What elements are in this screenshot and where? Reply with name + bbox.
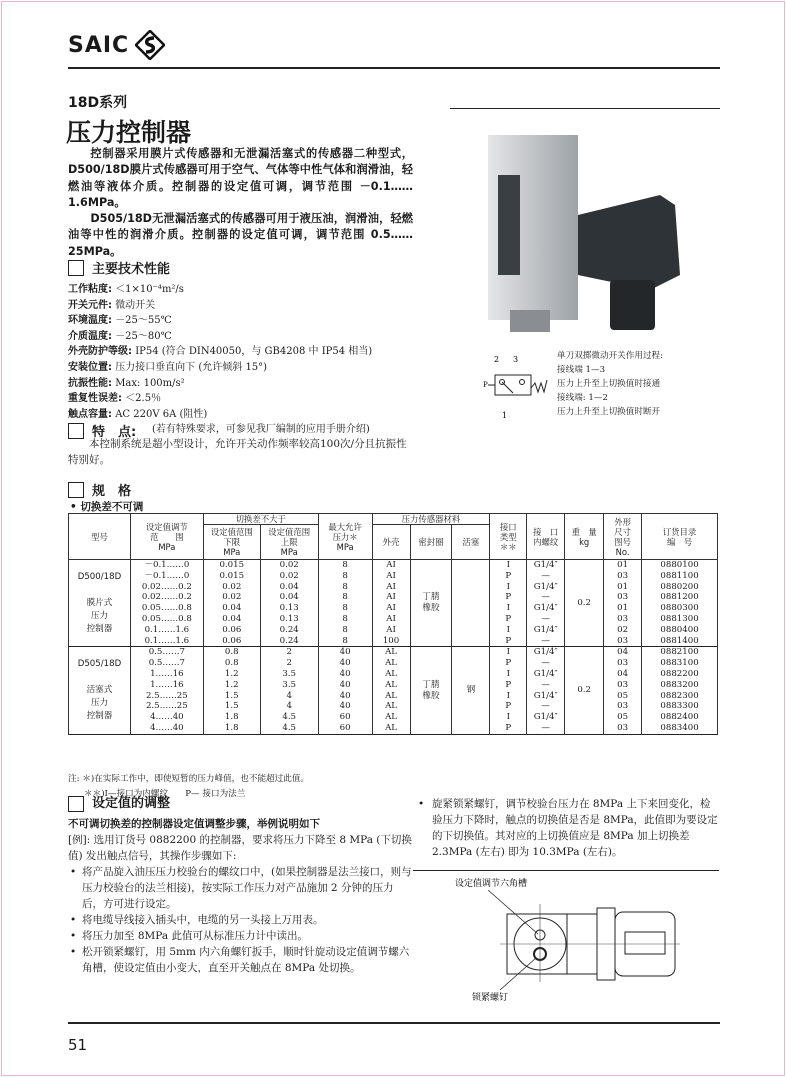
table-cell: 02 [604, 625, 642, 636]
note-line: ＊＊)I—接口为内螺纹 P— 接口为法兰 [84, 789, 246, 799]
footer-rule [68, 1022, 720, 1024]
table-cell: G1/4″ [527, 712, 565, 723]
table-cell: AL [372, 658, 410, 669]
feature-text [68, 437, 413, 468]
table-cell: 03 [604, 571, 642, 582]
table-cell: D500/18D 膜片式 压力 控制器 [69, 560, 131, 647]
table-cell: 0.24 [260, 636, 318, 647]
col-model: 型号 [69, 514, 131, 560]
switch-line: 压力上升至上切换值时断开 [557, 407, 661, 417]
saic-emblem-icon [135, 30, 165, 60]
table-cell: G1/4″ [527, 625, 565, 636]
table-row [69, 691, 718, 702]
table-cell: AI [372, 614, 410, 625]
table-cell: 0881400 [642, 636, 718, 647]
table-cell: 03 [604, 658, 642, 669]
switch-description [557, 349, 663, 419]
table-cell: I [490, 625, 527, 636]
table-cell: 4.5 [260, 723, 318, 734]
table-cell: 0.015 [203, 571, 260, 582]
spec-key: 抗振性能: [68, 377, 112, 389]
table-subtitle: • 切换差不可调 [70, 501, 144, 513]
right-rule [450, 108, 720, 109]
spec-key: 触点容量: [68, 408, 112, 420]
table-cell: 0.1……1.6 [130, 625, 203, 636]
table-cell: 丁腈 橡胶 [410, 647, 452, 734]
table-cell: 0.02 [203, 592, 260, 603]
intro-paragraph: 控制器采用膜片式传感器和无泄漏活塞式的传感器二种型式，D500/18D膜片式传感器可用于空气、气体等中性气体和润滑油，轻燃油等液体介质。控制器的设定值可调，调节范围 －0.1……1.6MPa。 [68, 147, 413, 209]
intro-paragraph: D505/18D无泄漏活塞式的传感器可用于液压油，润滑油，轻燃油等中性的润滑介质。控制器的设定值可调，调节范围 0.5……25MPa。 [68, 212, 413, 258]
table-cell: AL [372, 680, 410, 691]
table-cell: 0.04 [203, 603, 260, 614]
table-cell: 8 [318, 614, 372, 625]
right-divider [413, 870, 719, 871]
product-photo [470, 125, 710, 335]
table-cell: 1.2 [203, 669, 260, 680]
spec-item [68, 329, 372, 345]
spec-value: ＜2.5％ [125, 393, 162, 405]
col-diff: 切换差不大于 [203, 514, 318, 525]
spec-key: 工作粘度: [68, 284, 112, 295]
table-cell: AI [372, 582, 410, 593]
spec-value: AC 220V 6A (阻性) [115, 408, 208, 420]
table-cell: 2 [260, 647, 318, 658]
table-cell: 40 [318, 669, 372, 680]
section-title: 规 格 [92, 484, 132, 499]
brand-text: SAIC [68, 32, 130, 58]
adjustment-diagram [440, 872, 680, 1002]
adjust-step: • 松开锁紧螺钉，用 5mm 内六角螺钉扳手，顺时针旋动设定值调节螺六角槽，使设定值由小变大，直至开关触点在 8MPa 处切换。 [68, 944, 413, 976]
col-thread: 接 口 内螺纹 [527, 514, 565, 560]
section-title: 主要技术性能 [92, 262, 171, 277]
spec-list [68, 282, 372, 438]
adjust-steps [68, 864, 413, 976]
switch-line: 接线端: 1—2 [557, 393, 608, 403]
table-cell: 8 [318, 582, 372, 593]
table-cell: －0.1……0 [130, 560, 203, 571]
table-cell: AL [372, 701, 410, 712]
table-cell: 0.02……0.2 [130, 592, 203, 603]
table-cell: 1.5 [203, 701, 260, 712]
col-figure: 外形 尺寸 图号 No. [604, 514, 642, 560]
table-cell: 钢 [452, 647, 490, 734]
table-cell: 0880400 [642, 625, 718, 636]
table-cell: P [490, 571, 527, 582]
spec-item [68, 407, 372, 423]
table-row [69, 582, 718, 593]
adjust-step: • 将压力加至 8MPa 此值可从标准压力计中读出。 [68, 928, 413, 944]
table-cell: 0883200 [642, 680, 718, 691]
switch-diagram [480, 350, 555, 425]
table-cell: 03 [604, 701, 642, 712]
table-cell: I [490, 582, 527, 593]
table-cell: P [490, 614, 527, 625]
table-cell: P [490, 723, 527, 734]
table-cell: 0.24 [260, 625, 318, 636]
checkbox-square-icon [68, 796, 84, 812]
spec-value: 压力接口垂直向下 (允许倾斜 15°) [115, 361, 268, 373]
table-row [69, 669, 718, 680]
table-row [69, 625, 718, 636]
table-cell: — [527, 658, 565, 669]
col-high: 设定值范围 上限 MPa [260, 525, 318, 560]
col-seal: 密封圈 [410, 525, 452, 560]
table-cell: 0.015 [203, 560, 260, 571]
adjust-example: [例]: 选用订货号 0882200 的控制器，要求将压力下降至 8 MPa (下切换值) 发出触点信号，其操作步骤如下: [68, 834, 412, 862]
spec-item [68, 391, 372, 407]
table-cell: 8 [318, 560, 372, 571]
table-cell: 0880100 [642, 560, 718, 571]
spec-value: Max: 100m/s² [115, 377, 185, 389]
table-cell: 40 [318, 647, 372, 658]
checkbox-square-icon [68, 260, 84, 276]
table-cell: 0882200 [642, 669, 718, 680]
table-row [69, 680, 718, 691]
table-cell: AL [372, 691, 410, 702]
adjust-step: • 将电缆导线接入插头中，电缆的另一头接上万用表。 [68, 912, 413, 928]
table-cell: 0.05……0.8 [130, 614, 203, 625]
table-row [69, 712, 718, 723]
table-row [69, 647, 718, 658]
table-cell: I [490, 691, 527, 702]
table-cell: 04 [604, 647, 642, 658]
table-cell: P [490, 592, 527, 603]
table-cell: 3.5 [260, 669, 318, 680]
switch-line: 单刀双掷微动开关作用过程: [557, 351, 664, 361]
col-material: 压力传感器材料 [372, 514, 490, 525]
table-cell: 0.05……0.8 [130, 603, 203, 614]
table-row [69, 636, 718, 647]
table-cell: 2.5……25 [130, 691, 203, 702]
spec-item [68, 376, 372, 392]
table-cell: 40 [318, 701, 372, 712]
table-cell: G1/4″ [527, 560, 565, 571]
table-cell: 1.5 [203, 691, 260, 702]
table-cell: I [490, 669, 527, 680]
table-cell: 1……16 [130, 669, 203, 680]
table-cell: 4 [260, 691, 318, 702]
table-cell: 0.02 [260, 560, 318, 571]
table-cell: AI [372, 560, 410, 571]
spec-value: －25～80℃ [115, 330, 172, 342]
section-title: 特 点: [92, 425, 137, 440]
table-cell: — [527, 680, 565, 691]
table-row [69, 560, 718, 571]
table-cell: P [490, 636, 527, 647]
table-cell: 4.5 [260, 712, 318, 723]
lock-screw-label: 锁紧螺钉 [472, 993, 509, 1002]
table-cell: AI [372, 592, 410, 603]
table-cell: 0883300 [642, 701, 718, 712]
table-cell: 03 [604, 723, 642, 734]
spec-value: －25～55℃ [115, 315, 172, 327]
page-number: 51 [68, 1036, 88, 1054]
col-port-type: 接口 类型 ＊＊ [490, 514, 527, 560]
table-cell: －0.1……0 [130, 571, 203, 582]
col-order: 订货目录 编 号 [642, 514, 718, 560]
table-cell: P [490, 658, 527, 669]
table-cell: G1/4″ [527, 669, 565, 680]
section-adjust-heading [68, 796, 413, 812]
spec-key: 安装位置: [68, 361, 112, 373]
col-range: 设定值调节 范 围 MPa [130, 514, 203, 560]
section-table-heading [68, 480, 131, 499]
table-row [69, 603, 718, 614]
spec-item [68, 282, 372, 298]
table-cell: 0883100 [642, 658, 718, 669]
switch-line: 接线端 1—3 [557, 365, 606, 375]
table-cell: G1/4″ [527, 582, 565, 593]
table-cell: AI [372, 571, 410, 582]
col-shell: 外壳 [372, 525, 410, 560]
table-cell: 4……40 [130, 712, 203, 723]
table-cell: 1……16 [130, 680, 203, 691]
table-cell: 0882100 [642, 647, 718, 658]
table-cell: 0881100 [642, 571, 718, 582]
spec-item [68, 360, 372, 376]
checkbox-square-icon [68, 482, 84, 498]
table-cell: 8 [318, 636, 372, 647]
spec-value: ＜1×10⁻⁴m²/s [115, 284, 184, 295]
terminal-label: 1 [502, 411, 508, 420]
series-label: 18D系列 [68, 95, 128, 111]
table-cell: 01 [604, 560, 642, 571]
col-piston: 活塞 [452, 525, 490, 560]
table-cell: 丁腈 橡胶 [410, 560, 452, 647]
table-cell: I [490, 560, 527, 571]
table-cell: 0.5……7 [130, 658, 203, 669]
table-cell: 03 [604, 592, 642, 603]
table-cell: 40 [318, 680, 372, 691]
table-cell: 0.06 [203, 625, 260, 636]
spec-item [68, 344, 372, 360]
table-cell: 0881200 [642, 592, 718, 603]
table-cell: 0.04 [260, 582, 318, 593]
table-cell: 2 [260, 658, 318, 669]
table-cell: 04 [604, 669, 642, 680]
spec-value: 微动开关 [115, 299, 156, 311]
col-weight: 重 量 kg [565, 514, 604, 560]
spec-key: 环境温度: [68, 315, 112, 327]
table-cell: AI [372, 625, 410, 636]
spec-key: 介质温度: [68, 330, 112, 342]
table-cell: 0.04 [203, 614, 260, 625]
table-cell: 4……40 [130, 723, 203, 734]
table-cell: 1.2 [203, 680, 260, 691]
table-cell: 40 [318, 658, 372, 669]
table-cell: AL [372, 647, 410, 658]
table-cell: 8 [318, 592, 372, 603]
table-row [69, 592, 718, 603]
table-cell: I [490, 647, 527, 658]
table-cell: 0.02……0.2 [130, 582, 203, 593]
table-row [69, 658, 718, 669]
table-cell: 8 [318, 625, 372, 636]
table-cell: 3.5 [260, 680, 318, 691]
table-cell: — [527, 592, 565, 603]
table-cell: 1.8 [203, 712, 260, 723]
table-cell: 2.5……25 [130, 701, 203, 712]
adjust-step: 旋紧锁紧螺钉，调节校验台压力在 8MPa 上下来回变化，检验压力下降时，触点的切换值是否是 8MPa，此值即为要设定的下切换值。其对应的上切换值应是 8MPa 加上切换差 2.3MPa (左右) 即为 10.3MPa (左右)。 [432, 798, 718, 858]
table-cell: 4 [260, 701, 318, 712]
table-cell: 8 [318, 603, 372, 614]
table-cell: 05 [604, 712, 642, 723]
table-cell: — [527, 571, 565, 582]
table-cell: — [527, 723, 565, 734]
table-cell: 0.8 [203, 658, 260, 669]
table-row [69, 723, 718, 734]
section-spec-heading [68, 258, 170, 277]
spec-note: (若有特殊要求，可参见我厂编制的应用手册介绍) [152, 424, 370, 436]
table-row [69, 614, 718, 625]
table-cell: 0.02 [260, 571, 318, 582]
table-cell: 0.1……1.6 [130, 636, 203, 647]
table-cell: D505/18D 活塞式 压力 控制器 [69, 647, 131, 734]
table-cell: — [527, 701, 565, 712]
table-cell: 0880200 [642, 582, 718, 593]
col-max: 最大允许 压力＊ MPa [318, 514, 372, 560]
table-cell: 0881300 [642, 614, 718, 625]
header-rule [68, 67, 720, 69]
adjust-section [68, 796, 413, 976]
table-row [69, 701, 718, 712]
spec-key: 开关元件: [68, 299, 112, 311]
table-cell: 03 [604, 680, 642, 691]
table-cell: 0883400 [642, 723, 718, 734]
terminal-label: 2 [494, 355, 500, 364]
table-cell: G1/4″ [527, 691, 565, 702]
table-cell: 0.8 [203, 647, 260, 658]
adjust-step-right [418, 796, 720, 860]
table-cell: G1/4″ [527, 647, 565, 658]
table-cell: 0880300 [642, 603, 718, 614]
table-cell: AL [372, 723, 410, 734]
table-cell [452, 560, 490, 647]
table-cell: G1/4″ [527, 603, 565, 614]
adjust-step: • 将产品旋入油压压力校验台的螺纹口中，(如果控制器是法兰接口，则与压力校验台的法兰相接)，按实际工作压力对产品施加 2 分钟的压力后，方可进行设定。 [68, 864, 413, 912]
bullet: • [418, 798, 425, 810]
table-cell: 8 [318, 571, 372, 582]
col-low: 设定值范围 下限 MPa [203, 525, 260, 560]
saic-logo [68, 30, 165, 60]
table-cell: 0882400 [642, 712, 718, 723]
table-cell: 0.02 [203, 582, 260, 593]
spec-item [68, 298, 372, 314]
table-cell: AL [372, 712, 410, 723]
table-cell: 0.04 [260, 592, 318, 603]
table-cell: 0.13 [260, 614, 318, 625]
table-cell: 0.13 [260, 603, 318, 614]
spec-key: 重复性误差: [68, 393, 122, 405]
table-cell: 0882300 [642, 691, 718, 702]
port-label: P [483, 381, 488, 389]
table-cell: 03 [604, 636, 642, 647]
table-cell: P [490, 680, 527, 691]
table-cell: 01 [604, 582, 642, 593]
table-row [69, 571, 718, 582]
spec-table [68, 513, 718, 735]
table-cell: 1.8 [203, 723, 260, 734]
table-cell: 0.2 [565, 647, 604, 734]
spec-key: 外壳防护等级: [68, 346, 132, 358]
table-cell: 03 [604, 614, 642, 625]
table-cell: 0.2 [565, 560, 604, 647]
table-cell: 60 [318, 712, 372, 723]
table-cell: I [490, 603, 527, 614]
adjust-heading: 不可调切换差的控制器设定值调整步骤，举例说明如下 [68, 818, 320, 830]
spec-item [68, 313, 372, 329]
table-cell: I [490, 712, 527, 723]
table-cell: 05 [604, 691, 642, 702]
note-line: 注: ＊)在实际工作中，即使短暂的压力峰值，也不能超过此值。 [68, 774, 310, 784]
intro-text [68, 146, 413, 260]
hex-slot-label: 设定值调节六角槽 [455, 879, 528, 889]
table-cell: — [527, 614, 565, 625]
table-cell: 0.06 [203, 636, 260, 647]
spec-value: IP54 (符合 DIN40050，与 GB4208 中 IP54 相当) [135, 346, 373, 358]
table-cell: P [490, 701, 527, 712]
table-cell: 0.5……7 [130, 647, 203, 658]
table-cell: AI [372, 603, 410, 614]
table-cell: AL [372, 669, 410, 680]
switch-line: 压力上升至上切换值时接通 [557, 379, 661, 389]
page-title: 压力控制器 [66, 118, 192, 147]
table-cell: — [527, 636, 565, 647]
section-title: 设定值的调整 [92, 796, 171, 811]
table-cell: 40 [318, 691, 372, 702]
table-cell: 100 [372, 636, 410, 647]
terminal-label: 3 [513, 355, 519, 364]
feature-paragraph: 本控制系统是超小型设计，允许开关动作频率较高100次/分且抗振性特别好。 [68, 438, 407, 466]
table-cell: 60 [318, 723, 372, 734]
table-cell: 01 [604, 603, 642, 614]
